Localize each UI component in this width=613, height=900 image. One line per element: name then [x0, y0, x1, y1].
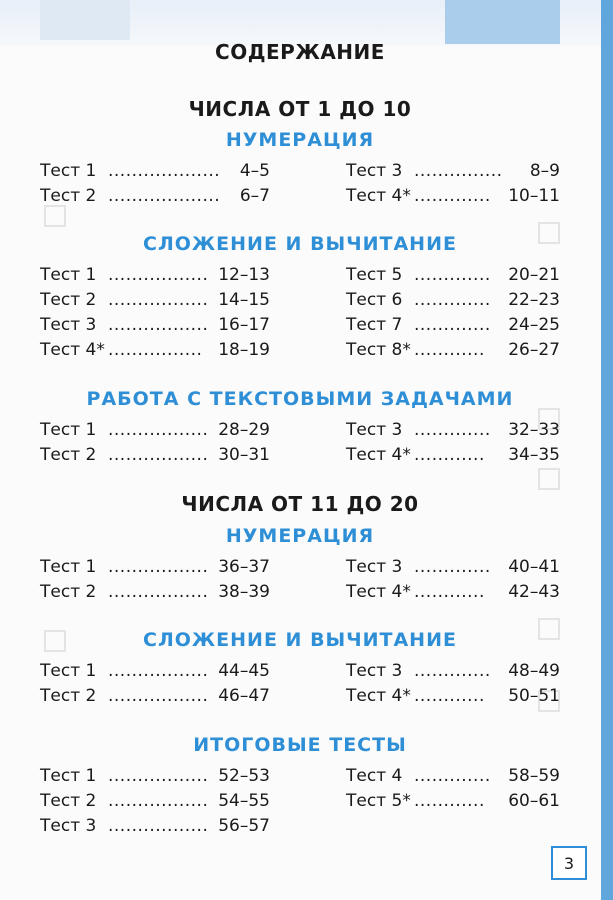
leader-dots: .................	[108, 290, 209, 310]
toc-label: Тест 2	[40, 290, 97, 310]
leader-dots: .................	[108, 582, 209, 602]
toc-label: Тест 3	[40, 816, 97, 836]
leader-dots: .................	[108, 816, 209, 836]
toc-label: Тест 2	[40, 186, 97, 206]
toc-label: Тест 2	[40, 791, 97, 811]
toc-label: Тест 5	[346, 265, 403, 285]
leader-dots: .............	[414, 661, 491, 681]
toc-label: Тест 7	[346, 315, 403, 335]
leader-dots: .............	[414, 766, 491, 786]
toc-pages: 50–51	[508, 686, 560, 706]
toc-label: Тест 4*	[346, 686, 411, 706]
toc-pages: 32–33	[508, 420, 560, 440]
toc-pages: 44–45	[218, 661, 270, 681]
leader-dots: .............	[414, 265, 491, 285]
leader-dots: .............	[414, 420, 491, 440]
leader-dots: .............	[414, 290, 491, 310]
toc-pages: 14–15	[218, 290, 270, 310]
toc-pages: 8–9	[529, 161, 560, 181]
toc-pages: 20–21	[508, 265, 560, 285]
toc-pages: 16–17	[218, 315, 270, 335]
leader-dots: ................	[108, 340, 203, 360]
leader-dots: ............	[414, 791, 485, 811]
right-edge-strip	[601, 0, 613, 900]
toc-label: Тест 2	[40, 445, 97, 465]
toc-pages: 28–29	[218, 420, 270, 440]
toc-label: Тест 4*	[346, 582, 411, 602]
toc-pages: 54–55	[218, 791, 270, 811]
leader-dots: .................	[108, 265, 209, 285]
toc-label: Тест 4*	[346, 445, 411, 465]
leader-dots: .................	[108, 791, 209, 811]
toc-pages: 12–13	[218, 265, 270, 285]
toc-pages: 56–57	[218, 816, 270, 836]
toc-label: Тест 4*	[40, 340, 105, 360]
toc-pages: 58–59	[508, 766, 560, 786]
leader-dots: .................	[108, 315, 209, 335]
leader-dots: ...............	[414, 161, 503, 181]
toc-pages: 40–41	[508, 557, 560, 577]
toc-pages: 18–19	[218, 340, 270, 360]
leader-dots: .................	[108, 686, 209, 706]
toc-label: Тест 4*	[346, 186, 411, 206]
toc-label: Тест 6	[346, 290, 403, 310]
leader-dots: ............	[414, 340, 485, 360]
toc-label: Тест 3	[346, 661, 403, 681]
toc-label: Тест 1	[40, 265, 97, 285]
toc-pages: 10–11	[508, 186, 560, 206]
toc-pages: 42–43	[508, 582, 560, 602]
toc-pages: 22–23	[508, 290, 560, 310]
page-title: СОДЕРЖАНИЕ	[215, 40, 385, 64]
toc-label: Тест 1	[40, 766, 97, 786]
toc-label: Тест 3	[346, 161, 403, 181]
toc-label: Тест 3	[346, 420, 403, 440]
toc-pages: 6–7	[239, 186, 270, 206]
toc-pages: 34–35	[508, 445, 560, 465]
toc-pages: 52–53	[218, 766, 270, 786]
toc-label: Тест 3	[40, 315, 97, 335]
toc-pages: 26–27	[508, 340, 560, 360]
toc-label: Тест 4	[346, 766, 403, 786]
leader-dots: ...................	[108, 161, 221, 181]
toc-pages: 36–37	[218, 557, 270, 577]
section-heading: ЧИСЛА ОТ 11 ДО 20	[181, 492, 419, 516]
toc-label: Тест 1	[40, 161, 97, 181]
leader-dots: .................	[108, 445, 209, 465]
toc-pages: 38–39	[218, 582, 270, 602]
leader-dots: .................	[108, 420, 209, 440]
leader-dots: .................	[108, 766, 209, 786]
leader-dots: ............	[414, 686, 485, 706]
toc-label: Тест 3	[346, 557, 403, 577]
toc-label: Тест 8*	[346, 340, 411, 360]
group-heading: СЛОЖЕНИЕ И ВЫЧИТАНИЕ	[143, 629, 457, 651]
leader-dots: ............	[414, 582, 485, 602]
leader-dots: ...................	[108, 186, 221, 206]
toc-label: Тест 1	[40, 557, 97, 577]
leader-dots: .............	[414, 557, 491, 577]
ghost-checkbox	[44, 205, 66, 227]
page-number: 3	[551, 846, 587, 880]
leader-dots: .................	[108, 557, 209, 577]
leader-dots: .............	[414, 315, 491, 335]
group-heading: РАБОТА С ТЕКСТОВЫМИ ЗАДАЧАМИ	[86, 388, 514, 410]
group-heading: ИТОГОВЫЕ ТЕСТЫ	[193, 734, 407, 756]
leader-dots: .............	[414, 186, 491, 206]
group-heading: НУМЕРАЦИЯ	[225, 525, 375, 547]
toc-pages: 46–47	[218, 686, 270, 706]
toc-pages: 4–5	[239, 161, 270, 181]
leader-dots: ............	[414, 445, 485, 465]
top-tab-right	[445, 0, 560, 44]
toc-label: Тест 1	[40, 661, 97, 681]
toc-label: Тест 2	[40, 582, 97, 602]
toc-pages: 30–31	[218, 445, 270, 465]
section-heading: ЧИСЛА ОТ 1 ДО 10	[188, 97, 412, 121]
leader-dots: .................	[108, 661, 209, 681]
toc-label: Тест 5*	[346, 791, 411, 811]
group-heading: СЛОЖЕНИЕ И ВЫЧИТАНИЕ	[143, 233, 457, 255]
group-heading: НУМЕРАЦИЯ	[225, 129, 375, 151]
ghost-checkbox	[538, 468, 560, 490]
toc-pages: 48–49	[508, 661, 560, 681]
toc-label: Тест 1	[40, 420, 97, 440]
toc-pages: 60–61	[508, 791, 560, 811]
top-tab-left	[40, 0, 130, 40]
toc-pages: 24–25	[508, 315, 560, 335]
toc-label: Тест 2	[40, 686, 97, 706]
